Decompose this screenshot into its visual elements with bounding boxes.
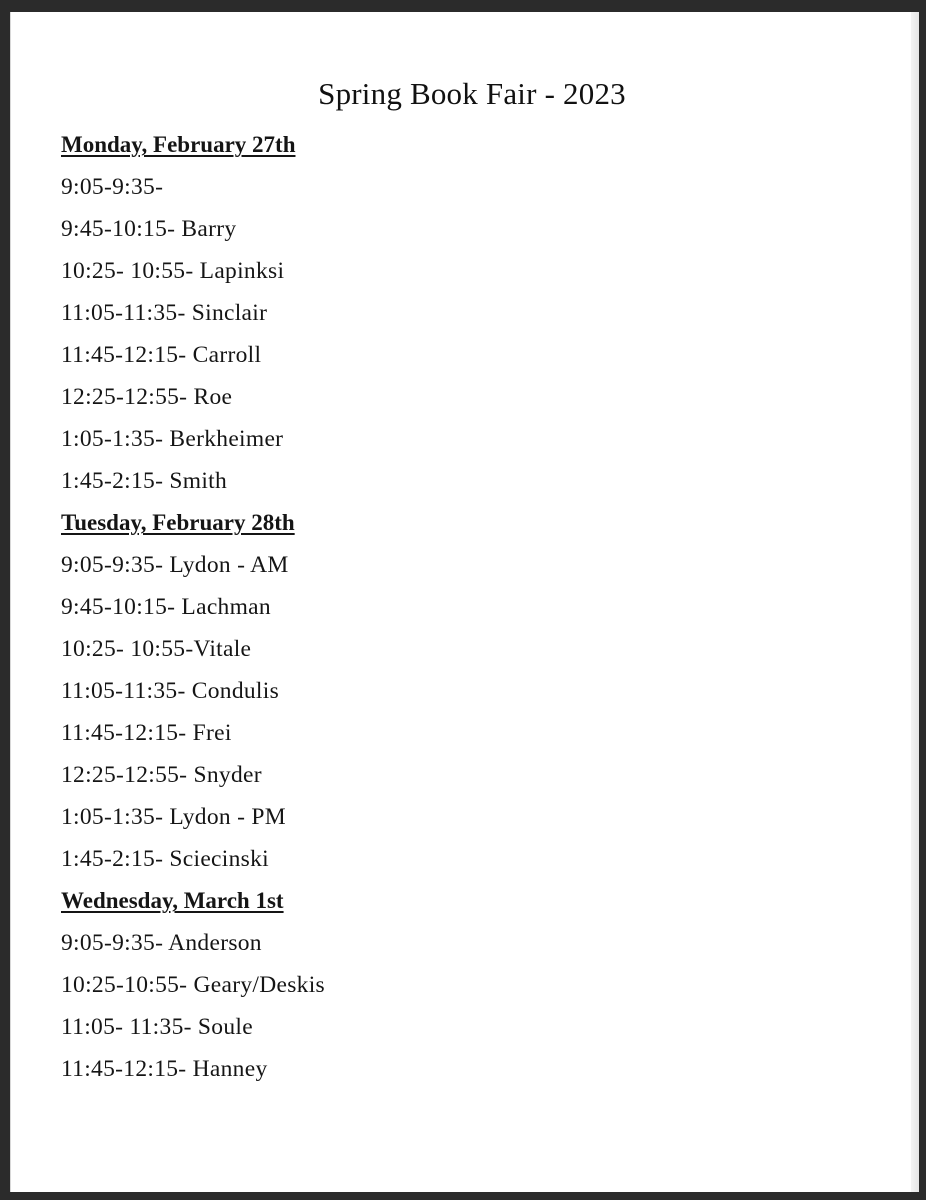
time-slot: 1:45-2:15- Sciecinski bbox=[61, 846, 269, 872]
time-slot: 11:05- 11:35- Soule bbox=[61, 1014, 253, 1040]
time-slot: 10:25- 10:55- Lapinksi bbox=[61, 258, 285, 284]
time-slot: 1:05-1:35- Berkheimer bbox=[61, 426, 284, 452]
time-slot: 9:45-10:15- Barry bbox=[61, 216, 237, 242]
time-slot: 11:45-12:15- Frei bbox=[61, 720, 232, 746]
day-heading: Monday, February 27th bbox=[61, 132, 296, 157]
time-slot: 11:05-11:35- Sinclair bbox=[61, 300, 268, 326]
time-slot: 9:05-9:35- bbox=[61, 174, 164, 200]
time-slot: 9:05-9:35- Lydon - AM bbox=[61, 552, 289, 578]
time-slot: 9:45-10:15- Lachman bbox=[61, 594, 271, 620]
time-slot: 11:05-11:35- Condulis bbox=[61, 678, 280, 704]
time-slot: 1:05-1:35- Lydon - PM bbox=[61, 804, 286, 830]
time-slot: 10:25- 10:55-Vitale bbox=[61, 636, 252, 662]
day-heading: Wednesday, March 1st bbox=[61, 888, 284, 913]
time-slot: 12:25-12:55- Snyder bbox=[61, 762, 262, 788]
time-slot: 11:45-12:15- Hanney bbox=[61, 1056, 268, 1082]
day-wednesday bbox=[61, 883, 325, 1093]
day-heading: Tuesday, February 28th bbox=[61, 510, 295, 535]
document-title: Spring Book Fair - 2023 bbox=[318, 76, 626, 111]
time-slot: 10:25-10:55- Geary/Deskis bbox=[61, 972, 325, 998]
time-slot: 1:45-2:15- Smith bbox=[61, 468, 228, 494]
document-page bbox=[10, 12, 919, 1192]
time-slot: 12:25-12:55- Roe bbox=[61, 384, 233, 410]
page-edge-shadow bbox=[911, 12, 919, 1192]
day-monday bbox=[61, 127, 325, 505]
time-slot: 11:45-12:15- Carroll bbox=[61, 342, 262, 368]
time-slot: 9:05-9:35- Anderson bbox=[61, 930, 262, 956]
day-tuesday bbox=[61, 505, 325, 883]
schedule bbox=[61, 127, 325, 1093]
